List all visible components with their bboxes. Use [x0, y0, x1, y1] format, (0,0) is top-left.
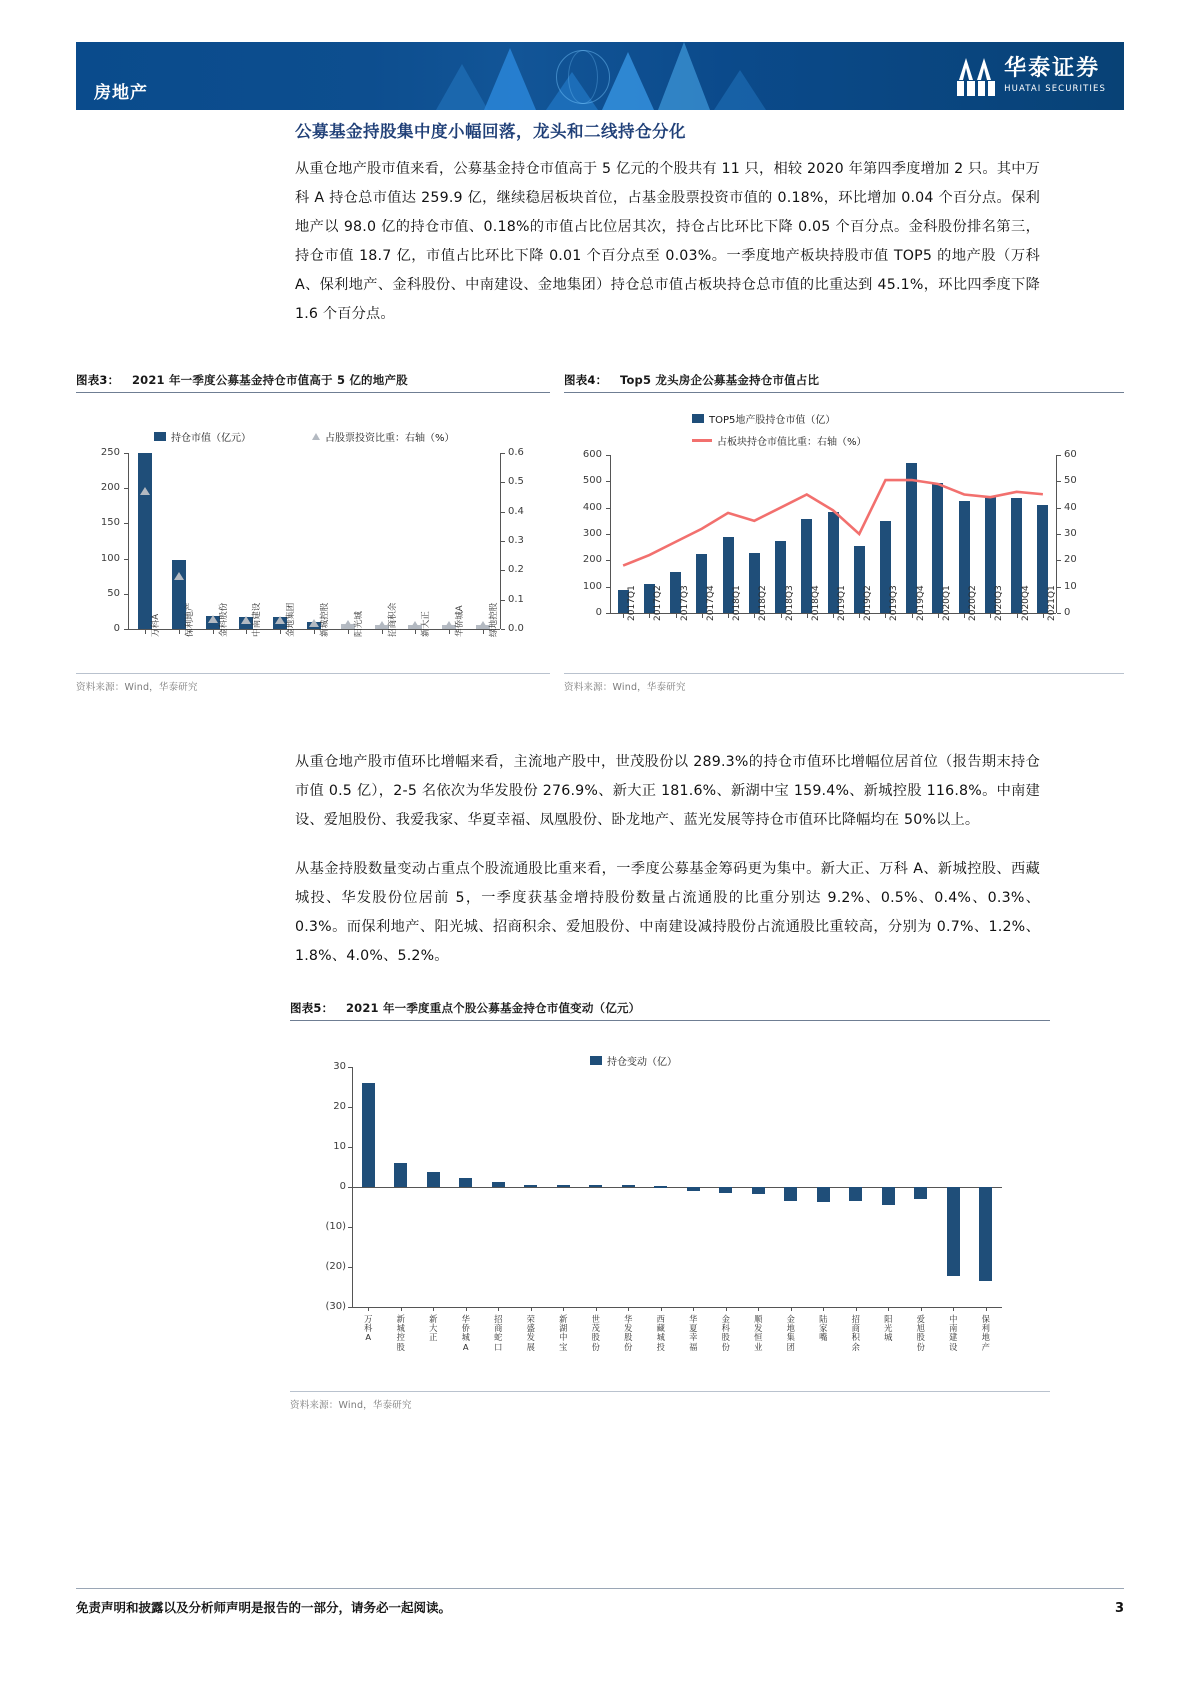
y-tick	[606, 481, 610, 482]
x-tick	[676, 614, 677, 618]
y-tick	[348, 1067, 352, 1068]
x-axis-label: 顺发恒业	[754, 1314, 763, 1352]
x-tick	[449, 630, 450, 634]
y-tick-label: 250	[100, 447, 120, 458]
y2-tick-label: 0.2	[508, 564, 524, 576]
section-title: 公募基金持股集中度小幅回落，龙头和二线持仓分化	[295, 122, 686, 141]
exhibit-5-canvas	[290, 1021, 1050, 1391]
header-globe-inner-icon	[568, 50, 598, 104]
bar	[817, 1187, 830, 1202]
x-tick	[990, 614, 991, 618]
x-tick	[483, 630, 484, 634]
x-axis-label: 中南建设	[252, 602, 263, 637]
y2-tick	[501, 570, 505, 571]
x-axis-label: 招商积余	[387, 602, 398, 637]
exhibit-3	[76, 372, 550, 693]
y-tick-label: 400	[582, 501, 602, 513]
y-tick	[606, 587, 610, 588]
y-tick-label: 100	[100, 552, 120, 564]
bar	[459, 1178, 472, 1187]
x-tick	[702, 614, 703, 618]
y-tick	[348, 1227, 352, 1228]
legend-label-triangle: 占股票投资比重：右轴（%）	[325, 433, 455, 444]
exhibit-5-plot	[290, 1021, 1050, 1391]
x-axis-label: 万科A	[364, 1314, 373, 1343]
x-axis-label: 华夏幸福	[689, 1314, 698, 1352]
y2-tick-label: 0.4	[508, 505, 524, 517]
y-tick	[606, 613, 610, 614]
bar	[524, 1185, 537, 1187]
bar	[979, 1187, 992, 1281]
y-tick-label: (30)	[325, 1301, 346, 1312]
y-tick-label: 500	[582, 475, 602, 487]
bar	[784, 1187, 797, 1201]
y-tick	[606, 560, 610, 561]
x-tick	[833, 614, 834, 618]
x-axis-label: 2017Q1	[627, 585, 638, 621]
x-axis-label: 2020Q1	[941, 585, 952, 621]
y-tick	[124, 594, 128, 595]
x-tick	[213, 630, 214, 634]
x-tick	[415, 630, 416, 634]
x-axis-label: 2018Q1	[732, 585, 743, 621]
exhibit-4-title	[564, 372, 1124, 393]
y-tick-label: (20)	[325, 1261, 346, 1272]
x-tick	[179, 630, 180, 634]
bar	[492, 1182, 505, 1187]
x-axis-label: 荣盛发展	[526, 1314, 535, 1352]
y2-tick	[1057, 560, 1061, 561]
y-tick-label: 300	[582, 528, 602, 539]
x-axis-label: 阳光城	[884, 1314, 893, 1343]
exhibit-5-title-text: 2021 年一季度重点个股公募基金持仓市值变动（亿元）	[345, 1001, 641, 1015]
x-axis-label: 2018Q3	[784, 585, 795, 621]
footer-disclaimer: 免责声明和披露以及分析师声明是报告的一部分，请务必一起阅读。	[76, 1600, 452, 1615]
y-tick-label: 200	[582, 554, 602, 566]
x-tick	[859, 614, 860, 618]
y2-tick-label: 0.6	[508, 447, 524, 458]
header-chevron-5	[658, 42, 710, 110]
bar	[394, 1163, 407, 1187]
exhibit-5	[290, 1000, 1050, 1411]
exhibit-4-canvas	[564, 393, 1124, 673]
y-tick-label: 20	[333, 1101, 346, 1112]
y-tick-label: 600	[582, 449, 602, 460]
brand-name-cn: 华泰证券	[1004, 56, 1101, 81]
x-axis-label: 2019Q4	[915, 585, 926, 621]
x-axis-label: 西藏城投	[656, 1314, 665, 1352]
x-axis-label: 华发股份	[624, 1314, 633, 1352]
y2-tick	[1057, 534, 1061, 535]
x-tick	[280, 630, 281, 634]
legend-label-bar: 持仓变动（亿）	[607, 1057, 677, 1068]
x-tick	[382, 630, 383, 634]
bar	[947, 1187, 960, 1276]
y2-tick	[1057, 587, 1061, 588]
y2-tick-label: 0.1	[508, 593, 524, 605]
exhibit-3-canvas	[76, 393, 550, 673]
x-tick	[781, 614, 782, 618]
y-tick	[348, 1267, 352, 1268]
y-tick-label: 200	[100, 482, 120, 494]
y-tick-label: 0	[595, 607, 602, 618]
bar	[427, 1172, 440, 1187]
x-axis-label: 2017Q4	[705, 585, 716, 621]
y2-tick-label: 50	[1064, 475, 1077, 487]
x-axis-label: 华侨城A	[455, 605, 466, 637]
y-tick	[124, 453, 128, 454]
x-tick	[885, 614, 886, 618]
paragraph-2: 从重仓地产股市值环比增幅来看，主流地产股中，世茂股份以 289.3%的持仓市值环比增幅位居首位（报告期末持仓市值 0.5 亿），2-5 名依次为华发股份 276.9%、新大正 181.6%、新湖中宝 159.4%、新城控股 116.8%。中南建设、爱旭股份、我爱我家、华夏幸福、凤凰股份、卧龙地产、蓝光发展等持仓市值环比降幅均在 50%以上。	[295, 754, 1040, 828]
y-tick-label: 100	[582, 580, 602, 592]
page-footer	[76, 1588, 1124, 1616]
x-axis-label: 保利地产	[184, 602, 195, 637]
page-number: 3	[1114, 1601, 1124, 1616]
x-axis-label: 2018Q2	[758, 585, 769, 621]
x-tick	[348, 630, 349, 634]
y-tick	[124, 559, 128, 560]
x-tick	[754, 614, 755, 618]
y-tick	[348, 1107, 352, 1108]
header-chevron-4	[602, 52, 654, 110]
x-tick	[649, 614, 650, 618]
x-axis-line	[352, 1307, 1002, 1308]
y-tick-label: 30	[333, 1061, 346, 1072]
x-axis-label: 绿地控股	[489, 602, 500, 637]
huatai-logo-icon	[957, 56, 995, 96]
exhibit-3-title-text: 2021 年一季度公募基金持仓市值高于 5 亿的地产股	[131, 373, 408, 387]
x-tick	[964, 614, 965, 618]
percent-triangle-marker	[174, 572, 184, 580]
x-axis-label: 招商积余	[851, 1314, 860, 1352]
y2-tick	[1057, 455, 1061, 456]
exhibit-3-title	[76, 372, 550, 393]
y-tick-label: 0	[113, 623, 120, 634]
x-axis-label: 保利地产	[981, 1314, 990, 1352]
exhibit-3-label: 图表3：	[76, 373, 120, 387]
bar	[719, 1187, 732, 1193]
exhibit-4	[564, 372, 1124, 693]
y2-tick	[501, 482, 505, 483]
x-axis-label: 2020Q2	[968, 585, 979, 621]
y2-tick	[1057, 613, 1061, 614]
y-tick	[124, 629, 128, 630]
y-tick	[348, 1147, 352, 1148]
brand-name-en: HUATAI SECURITIES	[1004, 84, 1106, 94]
y2-tick	[501, 453, 505, 454]
y2-tick-label: 0	[1064, 607, 1071, 618]
x-axis-label: 中南建设	[949, 1314, 958, 1352]
y2-tick	[501, 512, 505, 513]
x-axis-label: 2017Q3	[679, 585, 690, 621]
y-tick	[124, 488, 128, 489]
x-axis-label: 陆家嘴	[819, 1314, 828, 1343]
bar	[882, 1187, 895, 1205]
paragraph-3: 从基金持股数量变动占重点个股流通股比重来看，一季度公募基金筹码更为集中。新大正、万科 A、新城控股、西藏城投、华发股份位居前 5，一季度获基金增持股份数量占流通股的比重分别达 9.2%、0.5%、0.4%、0.3%、0.3%。而保利地产、阳光城、招商积余、爱旭股份、中南建设减持股份占流通股比重较高，分别为 0.7%、1.2%、1.8%、4.0%、5.2%。	[295, 861, 1040, 964]
bar	[752, 1187, 765, 1194]
x-axis-label: 爱旭股份	[916, 1314, 925, 1352]
x-axis-label: 招商蛇口	[494, 1314, 503, 1352]
x-axis-label: 2019Q1	[837, 585, 847, 621]
y-axis-line	[610, 455, 611, 613]
x-axis-label: 2018Q4	[810, 585, 821, 621]
bar	[654, 1186, 667, 1188]
x-axis-label: 万科A	[150, 613, 161, 637]
x-tick	[145, 630, 146, 634]
percent-triangle-marker	[140, 487, 150, 495]
y2-tick-label: 0.5	[508, 476, 524, 488]
y-tick	[124, 523, 128, 524]
y2-tick	[1057, 481, 1061, 482]
x-axis-label: 金地集团	[786, 1314, 795, 1352]
x-axis-label: 2021Q1	[1046, 585, 1057, 621]
article-body-top	[295, 118, 1040, 345]
x-axis-label: 金科股份	[721, 1314, 730, 1352]
x-axis-label: 阳光城	[353, 611, 364, 637]
y2-tick-label: 10	[1064, 580, 1077, 592]
y-tick-label: 10	[333, 1141, 346, 1152]
exhibit-4-label: 图表4：	[564, 373, 608, 387]
exhibit-3-plot	[76, 393, 550, 673]
x-axis-label: 华侨城A	[461, 1314, 470, 1352]
bar	[138, 453, 152, 629]
bar	[849, 1187, 862, 1201]
bar	[914, 1187, 927, 1199]
x-axis-label: 世茂股份	[591, 1314, 600, 1352]
page-header-banner	[76, 42, 1124, 110]
y-tick-label: (10)	[325, 1221, 346, 1232]
x-axis-label: 2020Q4	[1020, 585, 1031, 621]
y-tick-label: 0	[339, 1181, 346, 1192]
x-axis-label: 金地集团	[286, 602, 297, 637]
header-chevron-6	[714, 70, 766, 110]
x-tick	[1043, 614, 1044, 618]
x-tick	[1017, 614, 1018, 618]
huatai-mark-icon	[957, 56, 995, 80]
x-tick	[807, 614, 808, 618]
x-axis-label: 金科股份	[218, 602, 229, 637]
header-chevron-1	[436, 64, 488, 110]
y2-tick	[501, 541, 505, 542]
zero-line	[352, 1187, 1002, 1188]
y2-tick	[501, 600, 505, 601]
y-tick	[348, 1187, 352, 1188]
y-tick-label: 50	[107, 587, 120, 599]
bar	[557, 1185, 570, 1187]
y-tick	[606, 534, 610, 535]
article-body-middle	[295, 748, 1040, 987]
bar	[589, 1185, 602, 1187]
y-tick-label: 150	[100, 517, 120, 529]
bar	[622, 1185, 635, 1187]
x-axis-label: 2020Q3	[994, 585, 1005, 621]
bar	[362, 1083, 375, 1187]
x-tick	[912, 614, 913, 618]
paragraph-1: 从重仓地产股市值来看，公募基金持仓市值高于 5 亿元的个股共有 11 只，相较 2020 年第四季度增加 2 只。其中万科 A 持仓总市值达 259.9 亿，继续稳居板块首位，占基金股票投资市值的 0.18%，环比增加 0.04 个百分点。保利地产以 98.0 亿的持仓市值、0.18%的市值占比位居其次，持仓占比环比下降 0.05 个百分点。金科股份排名第三，持仓市值 18.7 亿，市值占比环比下降 0.01 个百分点至 0.03%。一季度地产板块持股市值 TOP5 的地产股（万科 A、保利地产、金科股份、中南建设、金地集团）持仓总市值占板块持仓总市值的比重达到 45.1%，环比四季度下降 1.6 个百分点。	[295, 161, 1040, 322]
y2-tick-label: 40	[1064, 501, 1077, 513]
header-chevron-2	[484, 48, 536, 110]
x-axis-label: 新湖中宝	[559, 1314, 568, 1352]
sector-label: 房地产	[94, 83, 148, 103]
y-tick	[606, 508, 610, 509]
x-axis-label: 新城控股	[320, 602, 330, 637]
x-axis-label: 2019Q3	[889, 585, 900, 621]
x-axis-label: 新大正	[429, 1314, 438, 1343]
y2-tick	[1057, 508, 1061, 509]
x-tick	[246, 630, 247, 634]
y2-tick-label: 20	[1064, 554, 1077, 566]
x-tick	[623, 614, 624, 618]
exhibit-4-title-text: Top5 龙头房企公募基金持仓市值占比	[619, 373, 820, 387]
y2-tick-label: 0.0	[508, 623, 524, 634]
huatai-bars-icon	[957, 81, 995, 96]
x-axis-label: 新大正	[421, 611, 432, 637]
exhibit-5-label: 图表5：	[290, 1001, 334, 1015]
exhibit-3-source: 资料来源：Wind，华泰研究	[76, 673, 550, 693]
y-axis-line	[128, 453, 129, 629]
x-axis-label: 2019Q2	[863, 585, 874, 621]
legend-label-bar: 持仓市值（亿元）	[171, 433, 251, 444]
y2-tick-label: 60	[1064, 449, 1077, 460]
y-tick	[606, 455, 610, 456]
x-tick	[938, 614, 939, 618]
exhibit-4-source: 资料来源：Wind，华泰研究	[564, 673, 1124, 693]
x-axis-label: 新城控股	[396, 1314, 405, 1352]
exhibit-4-plot	[564, 393, 1124, 673]
y2-tick-label: 0.3	[508, 535, 524, 546]
legend-label-line: 占板块持仓市值比重：右轴（%）	[717, 437, 867, 448]
exhibit-5-title	[290, 1000, 1050, 1021]
bar	[687, 1187, 700, 1191]
x-tick	[314, 630, 315, 634]
exhibit-5-source: 资料来源：Wind，华泰研究	[290, 1391, 1050, 1411]
legend-label-bar: TOP5地产股持仓市值（亿）	[709, 415, 836, 426]
x-axis-label: 2017Q2	[653, 585, 664, 621]
brand-logo-block	[957, 56, 1106, 96]
header-graphic	[406, 42, 826, 110]
y2-tick-label: 30	[1064, 528, 1077, 539]
y2-tick	[501, 629, 505, 630]
x-tick	[728, 614, 729, 618]
